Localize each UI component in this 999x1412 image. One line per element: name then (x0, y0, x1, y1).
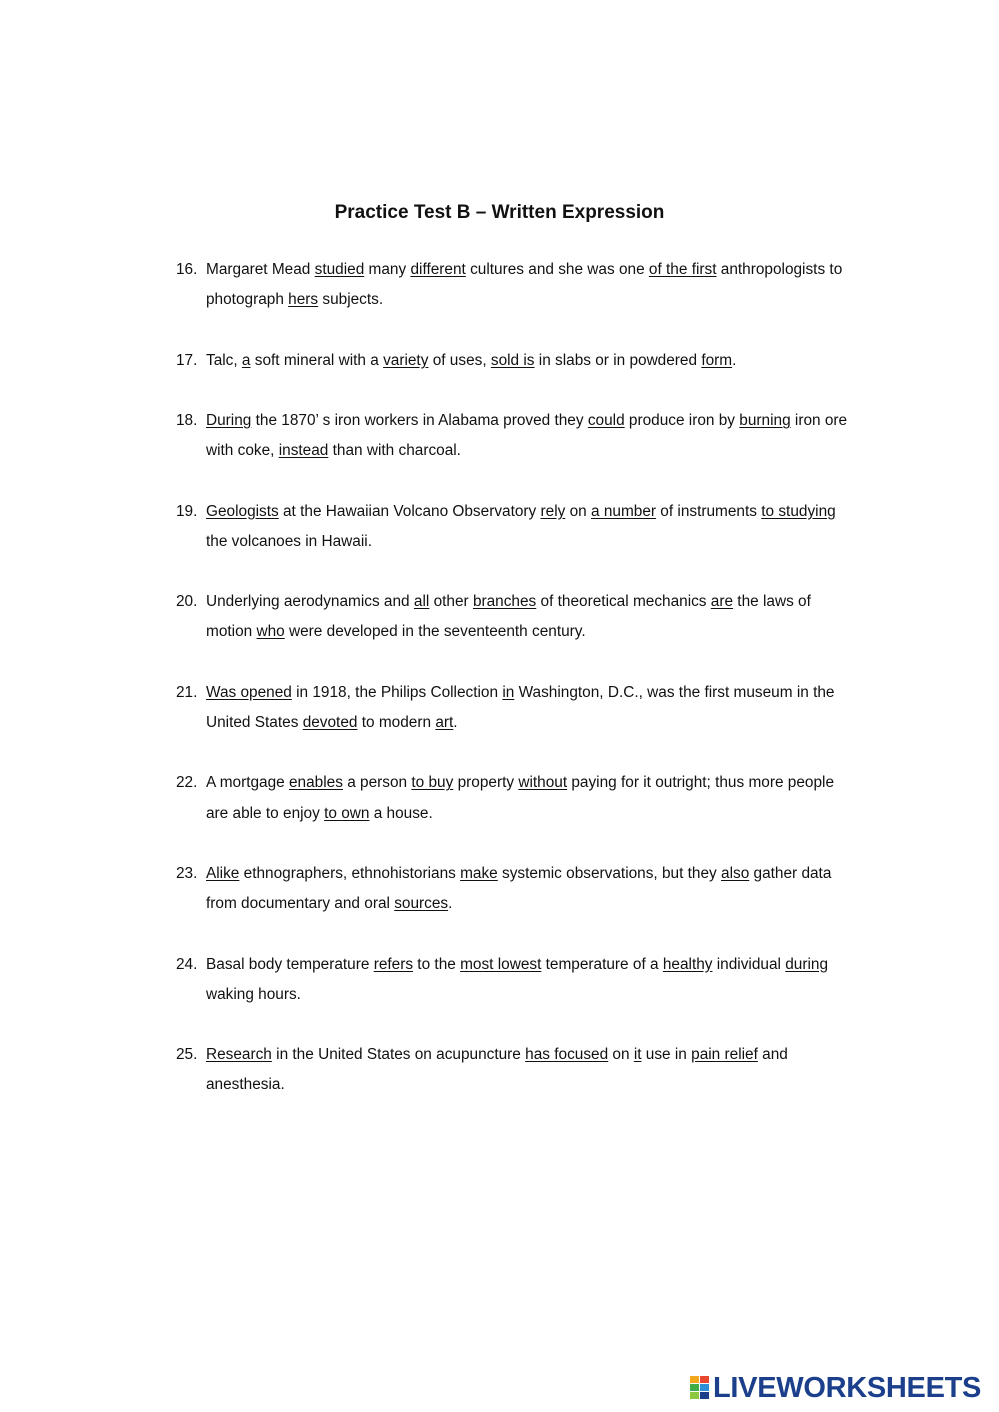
underlined-option: studied (314, 261, 365, 278)
question-item (176, 1040, 856, 1100)
question-text (206, 774, 834, 821)
underlined-option: who (256, 623, 285, 641)
underlined-option: sources (394, 895, 449, 913)
underlined-option: are (710, 593, 734, 611)
underlined-option: Was opened (206, 683, 292, 701)
underlined-option: to own (324, 804, 370, 822)
underlined-option: could (587, 411, 625, 429)
question-text-segment: . (448, 895, 453, 913)
question-text-segment: of theoretical mechanics (536, 593, 711, 611)
question-item (176, 255, 856, 315)
question-text-segment: Washington, D.C., was the first museum in the United States (206, 683, 835, 731)
question-text-segment: a house. (369, 804, 433, 822)
question-text-segment: Margaret Mead (206, 261, 315, 278)
underlined-option: Geologists (206, 502, 279, 520)
question-text-segment: to modern (357, 713, 436, 731)
question-text-segment: A mortgage (206, 774, 289, 792)
question-text-segment: to the (413, 955, 461, 973)
question-item (176, 587, 856, 647)
question-number: 21. (176, 683, 198, 701)
underlined-option: branches (472, 593, 537, 611)
question-text-segment: at the Hawaiian Volcano Observatory (278, 502, 541, 520)
underlined-option: Alike (206, 864, 240, 882)
question-text-segment: cultures and she was one (465, 261, 649, 278)
question-text-segment: on (608, 1046, 634, 1064)
question-text (206, 1046, 788, 1093)
question-text-segment: use in (641, 1046, 692, 1064)
underlined-option: instead (278, 442, 329, 460)
question-text-segment: the laws of motion (206, 593, 811, 641)
underlined-option: hers (288, 291, 319, 309)
question-item (176, 950, 856, 1010)
question-text-segment: systemic observations, but they (497, 864, 722, 882)
question-text-segment: . (732, 351, 737, 369)
question-list (176, 255, 856, 1131)
question-item (176, 497, 856, 557)
underlined-option: refers (373, 955, 414, 973)
question-text-segment: in the United States on acupuncture (271, 1046, 526, 1064)
question-text-segment: Basal body temperature (206, 955, 374, 973)
underlined-option: has focused (525, 1046, 609, 1064)
underlined-option: devoted (302, 713, 358, 731)
underlined-option: of the first (648, 261, 717, 278)
question-text-segment: in slabs or in powdered (534, 351, 702, 369)
underlined-option: sold is (490, 351, 535, 369)
underlined-option: Research (206, 1046, 272, 1064)
question-text-segment: Underlying aerodynamics and (206, 593, 414, 611)
underlined-option: during (785, 955, 829, 973)
liveworksheets-logo-icon (690, 1376, 710, 1400)
question-number: 17. (176, 351, 198, 369)
underlined-option: all (413, 593, 430, 611)
question-text-segment: subjects. (318, 291, 384, 309)
question-text-segment: and anesthesia. (206, 1046, 788, 1094)
underlined-option: also (721, 864, 750, 882)
underlined-option: rely (540, 502, 566, 520)
underlined-option: enables (289, 774, 343, 792)
underlined-option: pain relief (691, 1046, 758, 1064)
underlined-option: it (633, 1046, 642, 1064)
question-text-segment: temperature of a (541, 955, 663, 973)
underlined-option: form (701, 351, 733, 369)
question-text-segment: Talc, (206, 351, 242, 369)
underlined-option: burning (739, 411, 791, 429)
question-text-segment: of uses, (428, 351, 491, 369)
question-text (206, 684, 835, 731)
question-text-segment: of instruments (656, 502, 762, 520)
question-item (176, 346, 856, 376)
question-text-segment: ethnographers, ethnohistorians (239, 864, 461, 882)
underlined-option: different (410, 261, 466, 278)
question-number: 18. (176, 411, 198, 429)
question-number: 23. (176, 864, 198, 882)
question-text-segment: property (453, 774, 519, 792)
underlined-option: to studying (761, 502, 836, 520)
question-number: 19. (176, 502, 198, 520)
underlined-option: make (460, 864, 498, 882)
question-text (206, 261, 842, 308)
page-title: Practice Test B – Written Expression (334, 201, 665, 223)
question-text (206, 503, 836, 550)
question-text-segment: waking hours. (206, 985, 301, 1003)
question-number: 16. (176, 261, 198, 278)
question-item (176, 406, 856, 466)
question-text-segment: soft mineral with a (250, 351, 384, 369)
liveworksheets-brand (690, 1372, 981, 1404)
question-text (206, 956, 828, 1003)
question-text-segment: gather data from documentary and oral (206, 864, 832, 913)
question-text-segment: many (364, 261, 411, 278)
question-text-segment: iron ore with coke, (206, 411, 848, 460)
underlined-option: variety (383, 351, 429, 369)
question-item (176, 678, 856, 738)
underlined-option: most lowest (460, 955, 542, 973)
brand-text: LIVEWORKSHEETS (713, 1371, 982, 1404)
question-text (206, 593, 811, 640)
question-number: 25. (176, 1046, 198, 1064)
underlined-option: in (502, 683, 515, 701)
underlined-option: During (206, 411, 252, 429)
question-text-segment: the volcanoes in Hawaii. (206, 532, 372, 550)
question-text (206, 412, 847, 459)
question-text-segment: a person (342, 774, 412, 792)
question-text-segment: . (453, 713, 458, 731)
question-text-segment: than with charcoal. (328, 442, 461, 460)
question-text-segment: individual (712, 955, 786, 973)
question-text-segment: anthropologists to photograph (206, 261, 843, 309)
question-text-segment: paying for it outright; thus more people are able to enjoy (206, 774, 835, 822)
question-text-segment: on (565, 502, 591, 520)
underlined-option: to buy (411, 774, 454, 792)
underlined-option: a number (591, 502, 657, 520)
question-text-segment: the 1870’ s iron workers in Alabama proved they (251, 411, 588, 429)
underlined-option: art (435, 713, 454, 731)
question-number: 20. (176, 593, 198, 611)
question-text (206, 352, 736, 369)
question-number: 24. (176, 955, 198, 973)
question-text (206, 865, 831, 912)
question-number: 22. (176, 774, 198, 792)
underlined-option: without (518, 774, 568, 792)
question-item (176, 768, 856, 828)
underlined-option: a (241, 351, 251, 369)
underlined-option: healthy (662, 955, 713, 973)
question-item (176, 859, 856, 919)
question-text-segment: were developed in the seventeenth century. (284, 623, 586, 641)
question-text-segment: other (429, 593, 473, 611)
question-text-segment: in 1918, the Philips Collection (291, 683, 503, 701)
question-text-segment: produce iron by (624, 411, 740, 429)
